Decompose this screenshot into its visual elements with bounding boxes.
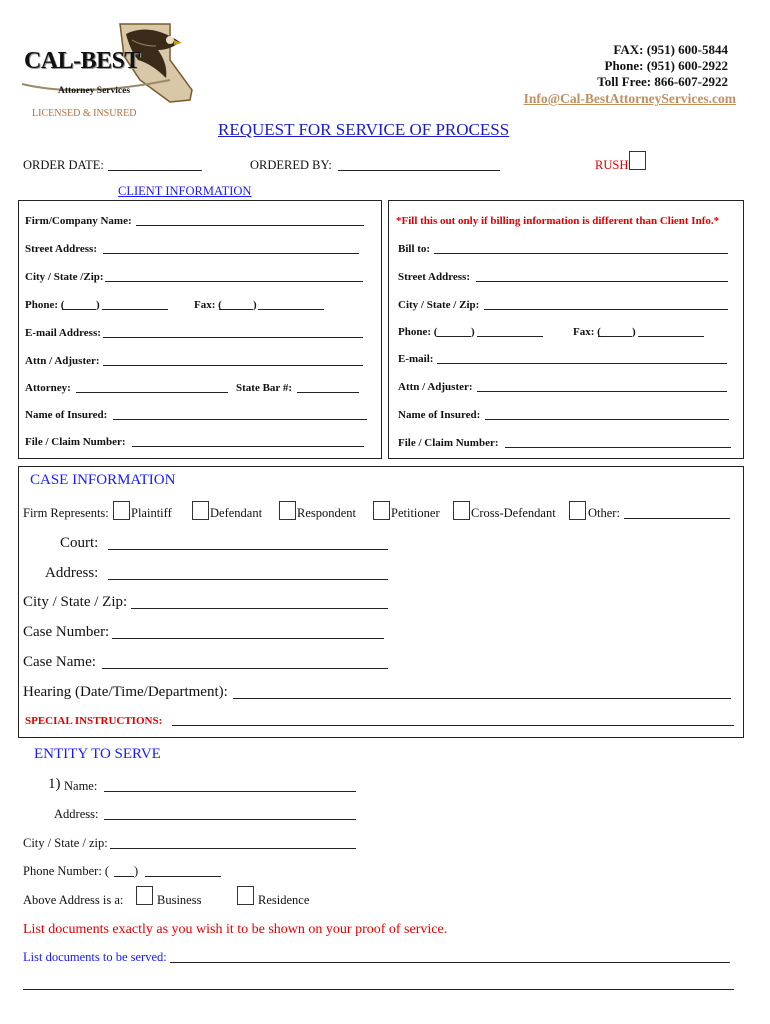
billing-insured-field[interactable] [485, 419, 729, 420]
business-checkbox[interactable] [136, 886, 153, 905]
bill-to-field[interactable] [434, 253, 728, 254]
petitioner-checkbox[interactable] [373, 501, 390, 520]
client-insured-field[interactable] [113, 419, 367, 420]
billing-file-field[interactable] [505, 447, 731, 448]
special-instructions-label: SPECIAL INSTRUCTIONS: [25, 715, 163, 727]
entity-address-field[interactable] [104, 819, 356, 820]
court-address-label: Address: [45, 565, 99, 581]
billing-phone-label: Phone: ( [398, 326, 438, 338]
client-email-label: E-mail Address: [25, 327, 101, 339]
client-phone-field[interactable] [102, 309, 168, 310]
client-phone-area-field[interactable] [62, 309, 96, 310]
client-fax-area-field[interactable] [219, 309, 253, 310]
page-title: REQUEST FOR SERVICE OF PROCESS [218, 120, 510, 139]
client-attn-label: Attn / Adjuster: [25, 355, 100, 367]
bill-to-label: Bill to: [398, 243, 431, 255]
billing-email-field[interactable] [437, 363, 727, 364]
client-phone-close: ) [96, 299, 100, 311]
billing-street-label: Street Address: [398, 271, 471, 283]
logo-tagline: LICENSED & INSURED [32, 108, 137, 119]
entity-address-label: Address: [54, 807, 99, 821]
client-fax-field[interactable] [258, 309, 324, 310]
client-attn-field[interactable] [103, 365, 363, 366]
attorney-field[interactable] [76, 392, 228, 393]
court-city-field[interactable] [131, 608, 388, 609]
firm-name-label: Firm/Company Name: [25, 215, 132, 227]
other-checkbox[interactable] [569, 501, 586, 520]
client-info-header: CLIENT INFORMATION [118, 184, 252, 198]
residence-label: Residence [258, 893, 310, 907]
contact-tollfree: Toll Free: 866-607-2922 [597, 74, 728, 89]
billing-attn-field[interactable] [477, 391, 727, 392]
logo-wordmark: CAL-BEST [24, 48, 141, 74]
rush-checkbox[interactable] [629, 151, 646, 170]
entity-header: ENTITY TO SERVE [34, 746, 161, 762]
other-label: Other: [588, 506, 620, 520]
order-date-field[interactable] [108, 170, 202, 171]
court-label: Court: [60, 535, 99, 551]
entity-city-field[interactable] [110, 848, 356, 849]
court-field[interactable] [108, 549, 388, 550]
billing-fax-field[interactable] [638, 336, 704, 337]
entity-name-label: Name: [64, 779, 98, 793]
contact-phone: Phone: (951) 600-2922 [604, 58, 728, 73]
client-file-label: File / Claim Number: [25, 436, 126, 448]
billing-note: *Fill this out only if billing information is different than Client Info.* [396, 215, 720, 227]
other-field[interactable] [624, 518, 730, 519]
billing-fax-label: Fax: ( [573, 326, 601, 338]
firm-name-field[interactable] [136, 225, 364, 226]
client-city-field[interactable] [105, 281, 363, 282]
client-street-field[interactable] [103, 253, 359, 254]
rush-label: RUSH [595, 158, 629, 172]
entity-city-label: City / State / zip: [23, 836, 108, 850]
billing-attn-label: Attn / Adjuster: [398, 381, 473, 393]
defendant-label: Defendant [210, 506, 263, 520]
documents-field-line-1[interactable] [170, 962, 730, 963]
documents-instruction: List documents exactly as you wish it to be shown on your proof of service. [23, 922, 448, 937]
business-label: Business [157, 893, 202, 907]
entity-phone-label: Phone Number: ( [23, 864, 110, 878]
court-address-field[interactable] [108, 579, 388, 580]
respondent-label: Respondent [297, 506, 357, 520]
order-date-label: ORDER DATE: [23, 158, 104, 172]
case-number-label: Case Number: [23, 624, 110, 640]
billing-fax-area-field[interactable] [598, 336, 632, 337]
client-email-field[interactable] [103, 337, 363, 338]
billing-phone-field[interactable] [477, 336, 543, 337]
attorney-label: Attorney: [25, 382, 71, 394]
ordered-by-field[interactable] [338, 170, 500, 171]
documents-label: List documents to be served: [23, 950, 167, 964]
case-name-field[interactable] [102, 668, 388, 669]
billing-email-label: E-mail: [398, 353, 434, 365]
client-city-label: City / State /Zip: [25, 271, 104, 283]
billing-phone-close: ) [471, 326, 475, 338]
entity-phone-area-field[interactable] [114, 876, 134, 877]
logo-subtitle: Attorney Services [58, 86, 131, 96]
billing-city-field[interactable] [484, 309, 728, 310]
special-instructions-field[interactable] [172, 725, 734, 726]
plaintiff-checkbox[interactable] [113, 501, 130, 520]
court-city-label: City / State / Zip: [23, 594, 128, 610]
state-bar-field[interactable] [297, 392, 359, 393]
plaintiff-label: Plaintiff [131, 506, 172, 520]
cross-defendant-checkbox[interactable] [453, 501, 470, 520]
client-phone-label: Phone: ( [25, 299, 65, 311]
residence-checkbox[interactable] [237, 886, 254, 905]
ordered-by-label: ORDERED BY: [250, 158, 332, 172]
documents-field-line-2[interactable] [23, 989, 734, 990]
client-street-label: Street Address: [25, 243, 98, 255]
company-logo [20, 20, 200, 119]
client-fax-label: Fax: ( [194, 299, 222, 311]
billing-city-label: City / State / Zip: [398, 299, 480, 311]
petitioner-label: Petitioner [391, 506, 440, 520]
case-number-field[interactable] [112, 638, 384, 639]
hearing-label: Hearing (Date/Time/Department): [23, 684, 228, 700]
client-fax-close: ) [253, 299, 257, 311]
entity-phone-field[interactable] [145, 876, 221, 877]
entity-name-field[interactable] [104, 791, 356, 792]
state-bar-label: State Bar #: [236, 382, 293, 394]
case-name-label: Case Name: [23, 654, 96, 670]
entity-phone-close: ) [134, 864, 139, 878]
respondent-checkbox[interactable] [279, 501, 296, 520]
billing-street-field[interactable] [476, 281, 728, 282]
case-info-header: CASE INFORMATION [30, 472, 176, 488]
entity-number: 1) [48, 776, 61, 792]
client-insured-label: Name of Insured: [25, 409, 108, 421]
billing-fax-close: ) [632, 326, 636, 338]
above-address-label: Above Address is a: [23, 893, 124, 907]
client-file-field[interactable] [132, 446, 364, 447]
contact-email-link[interactable]: Info@Cal-BestAttorneyServices.com [523, 91, 736, 106]
billing-phone-area-field[interactable] [437, 336, 471, 337]
defendant-checkbox[interactable] [192, 501, 209, 520]
billing-insured-label: Name of Insured: [398, 409, 481, 421]
cross-defendant-label: Cross-Defendant [471, 506, 556, 520]
firm-represents-label: Firm Represents: [23, 506, 109, 520]
billing-file-label: File / Claim Number: [398, 437, 499, 449]
contact-fax: FAX: (951) 600-5844 [613, 42, 728, 57]
hearing-field[interactable] [233, 698, 731, 699]
